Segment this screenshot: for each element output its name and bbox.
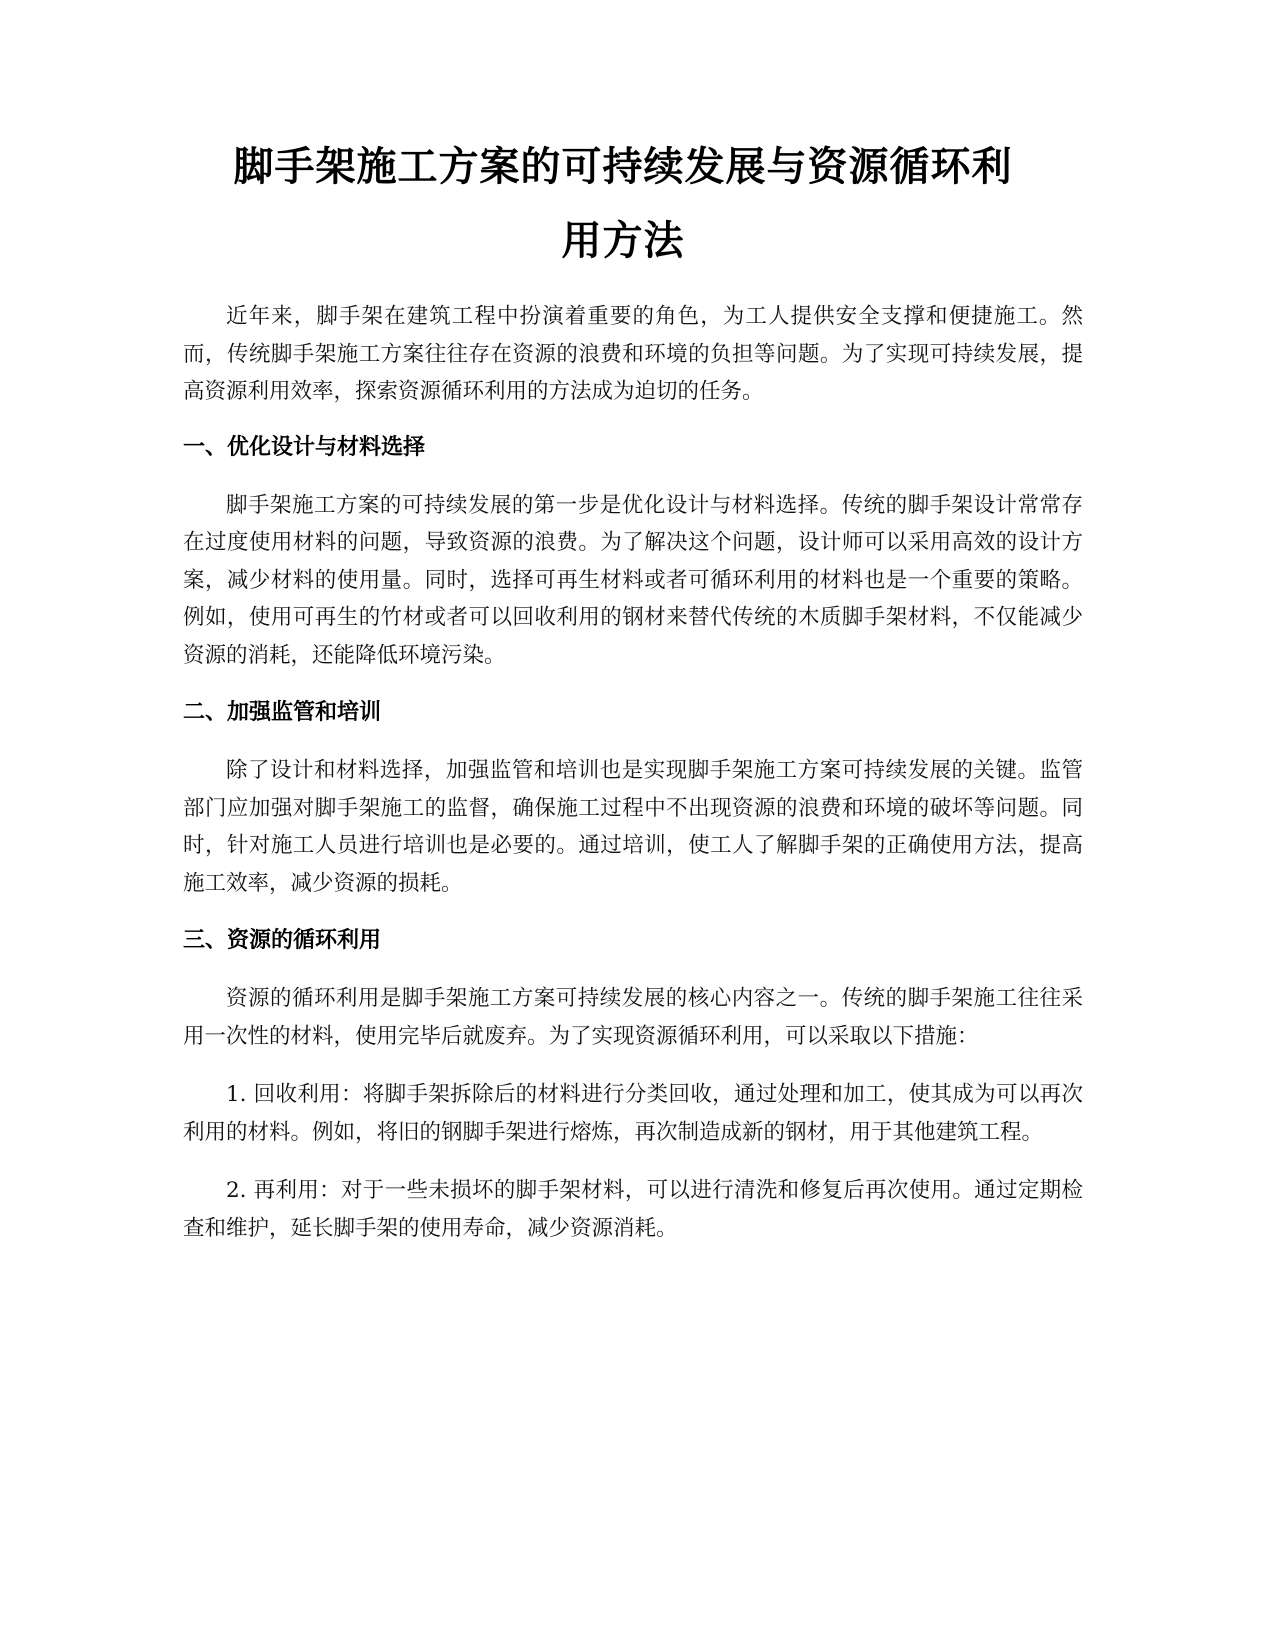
section-1-heading: 一、优化设计与材料选择 <box>183 434 426 460</box>
intro-paragraph: 近年来，脚手架在建筑工程中扮演着重要的角色，为工人提供安全支撑和便捷施工。然而，传统脚手架施工方案往往存在资源的浪费和环境的负担等问题。为了实现可持续发展，提高资源利用效率，探索资源循环利用的方法成为迫切的任务。 <box>183 304 1083 404</box>
list-item: 1. 回收利用：将脚手架拆除后的材料进行分类回收，通过处理和加工，使其成为可以再次利用的材料。例如，将旧的钢脚手架进行熔炼，再次制造成新的钢材，用于其他建筑工程。 <box>183 1082 1083 1145</box>
document-page <box>183 130 1083 1247</box>
document-title <box>183 130 1083 278</box>
title-line-2: 用方法 <box>561 218 685 264</box>
section-3-paragraph: 资源的循环利用是脚手架施工方案可持续发展的核心内容之一。传统的脚手架施工往往采用一次性的材料，使用完毕后就废弃。为了实现资源循环利用，可以采取以下措施： <box>183 986 1083 1049</box>
section-2-heading: 二、加强监管和培训 <box>183 700 382 725</box>
list-item: 2. 再利用：对于一些未损坏的脚手架材料，可以进行清洗和修复后再次使用。通过定期检查和维护，延长脚手架的使用寿命，减少资源消耗。 <box>183 1178 1083 1241</box>
section-1-paragraph: 脚手架施工方案的可持续发展的第一步是优化设计与材料选择。传统的脚手架设计常常存在过度使用材料的问题，导致资源的浪费。为了解决这个问题，设计师可以采用高效的设计方案，减少材料的使用量。同时，选择可再生材料或者可循环利用的材料也是一个重要的策略。例如，使用可再生的竹材或者可以回收利用的钢材来替代传统的木质脚手架材料，不仅能减少资源的消耗，还能降低环境污染。 <box>183 492 1083 668</box>
section-3-heading: 三、资源的循环利用 <box>183 928 382 953</box>
title-line-1: 脚手架施工方案的可持续发展与资源循环利 <box>233 144 1013 190</box>
section-2-paragraph: 除了设计和材料选择，加强监管和培训也是实现脚手架施工方案可持续发展的关键。监管部门应加强对脚手架施工的监督，确保施工过程中不出现资源的浪费和环境的破坏等问题。同时，针对施工人员进行培训也是必要的。通过培训，使工人了解脚手架的正确使用方法，提高施工效率，减少资源的损耗。 <box>183 758 1083 896</box>
